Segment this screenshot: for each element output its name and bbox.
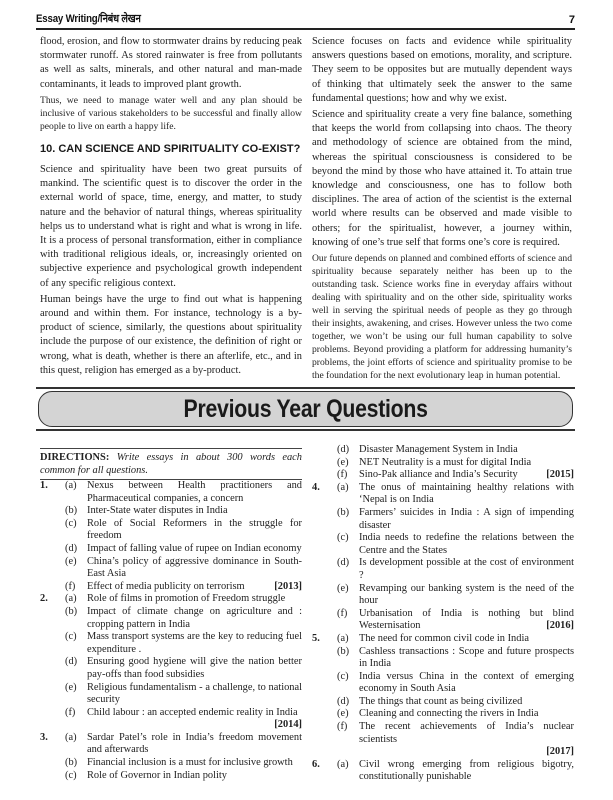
part-label: (e) — [337, 582, 349, 594]
part-label: (e) — [65, 681, 77, 693]
divider — [36, 429, 575, 431]
part-text: Farmers’ suicides in India : A sign of impending disaster — [359, 506, 574, 531]
question-part — [337, 557, 574, 582]
part-text: Impact of climate change on agriculture and : cropping pattern in India — [87, 605, 302, 630]
question-part — [65, 518, 302, 543]
part-text: Cleaning and connecting the rivers in India — [359, 708, 539, 720]
part-text: Impact of falling value of rupee on Indian economy — [87, 542, 302, 554]
paragraph: Our future depends on planned and combined efforts of science and spirituality because separately neither has been up to the outstanding task. Science works fine in everyday affairs without dealing with spirituality and on the other side, spirituality works well in serving the spiritual needs of people as they go through their insights, awakening, and crises. However unless the two come together, we won’t be using our full human capability to solve problems. Beyond providing a platform for addressing humanity’s problems, the joint efforts of science and spirituality promise to be the foundation for the next evolutionary leap in human potential. — [312, 253, 572, 382]
part-label: (c) — [65, 517, 77, 529]
year-tag: [2014] — [274, 719, 302, 731]
question-item — [312, 633, 574, 759]
question-part — [337, 696, 574, 709]
part-label: (f) — [65, 580, 76, 592]
part-text: Role of Governor in Indian polity — [87, 769, 227, 781]
question-part — [337, 721, 574, 759]
question-part — [337, 633, 574, 646]
paragraph: flood, erosion, and flow to stormwater drains by reducing peak stormwater runoff. As stored rainwater is free from pollutants as well as salts, minerals, and other natural and man-made contaminants, it leads to improved plant growth. — [40, 36, 302, 90]
part-label: (b) — [337, 506, 350, 518]
part-text: Inter-State water disputes in India — [87, 505, 228, 517]
part-label: (c) — [337, 532, 349, 544]
question-part — [65, 581, 302, 594]
question-part — [337, 608, 574, 633]
part-text: Urbanisation of India is nothing but blind Westernisation — [359, 607, 574, 632]
right-column-text — [312, 35, 572, 382]
question-part — [65, 631, 302, 656]
paragraph: Human beings have the urge to find out what is happening around and within them. For instance, technology is a by-product of science, similarly, the questions about spirituality include the purpose of our existence, the definition of right or wrong, what is death, whether is there an afterlife, etc., and in this quest, religion has emerged as a by-product. — [40, 293, 302, 376]
question-part — [65, 480, 302, 505]
part-label: (d) — [65, 656, 78, 668]
part-text: Civil wrong emerging from religious bigotry, constitutionally punishable — [359, 758, 574, 783]
question-part — [65, 770, 302, 783]
part-text: Religious fundamentalism - a challenge, to national security — [87, 681, 302, 706]
part-label: (e) — [65, 555, 77, 567]
question-list-right — [312, 444, 574, 784]
part-text: The need for common civil code in India — [359, 632, 529, 644]
question-part — [65, 543, 302, 556]
directions-text: Write essays in about 300 words each common for all questions. — [40, 452, 302, 476]
part-text: Nexus between Health practitioners and Pharmaceutical companies, a concern — [87, 480, 302, 504]
part-text: India needs to redefine the relations between the Centre and the States — [359, 532, 574, 556]
part-label: (f) — [337, 607, 348, 619]
part-label: (d) — [337, 444, 350, 455]
divider — [36, 387, 575, 389]
part-label: (a) — [65, 480, 77, 491]
question-part — [337, 671, 574, 696]
page-number: 7 — [568, 14, 575, 26]
question-part — [65, 606, 302, 631]
part-text: Sardar Patel’s role in India’s freedom movement and afterwards — [87, 731, 302, 756]
part-label: (a) — [337, 481, 349, 493]
directions-label: DIRECTIONS: — [40, 452, 110, 463]
running-header — [36, 10, 575, 30]
part-label: (f) — [337, 469, 348, 481]
question-part — [65, 732, 302, 757]
part-text: China’s policy of aggressive dominance in South-East Asia — [87, 555, 302, 580]
question-part — [65, 707, 302, 732]
paragraph: Science focuses on facts and evidence while spirituality answers questions based on emotions, morality, and scripture. They seem to be opposites but are mutually dependent ways of thinking that ultimately seek the answer to the same fundamental questions; how and why we exist. — [312, 36, 572, 104]
part-text: Child labour : an accepted endemic reality in India — [87, 706, 298, 718]
question-part — [65, 556, 302, 581]
part-label: (b) — [65, 757, 78, 769]
part-text: The recent achievements of India’s nuclear scientists — [359, 721, 574, 745]
question-list-left — [40, 480, 302, 782]
part-label: (c) — [65, 631, 77, 643]
part-text: India versus China in the context of emerging economy in South Asia — [359, 670, 574, 695]
part-text: The onus of maintaining healthy relations with ‘Nepal is on India — [359, 481, 574, 506]
question-part — [337, 507, 574, 532]
left-column-text — [40, 35, 302, 378]
part-text: Financial inclusion is a must for inclusive growth — [87, 757, 293, 769]
part-label: (b) — [65, 505, 78, 517]
question-item — [40, 732, 302, 782]
part-label: (e) — [337, 456, 349, 468]
part-text: NET Neutrality is a must for digital India — [359, 456, 532, 468]
question-number: 2. — [40, 593, 48, 605]
question-item — [312, 759, 574, 784]
section-heading: 10. CAN SCIENCE AND SPIRITUALITY CO-EXIST? — [40, 142, 301, 155]
part-label: (a) — [337, 758, 349, 770]
question-part — [337, 444, 574, 457]
question-number: 5. — [312, 632, 320, 644]
question-part — [337, 759, 574, 784]
part-text: Sino-Pak alliance and India’s Security — [359, 469, 518, 481]
part-label: (c) — [65, 769, 77, 781]
question-part — [65, 757, 302, 770]
part-label: (f) — [65, 706, 76, 718]
running-header-title: Essay Writing/निबंध लेखन — [36, 13, 141, 25]
question-part — [337, 482, 574, 507]
part-label: (c) — [337, 670, 349, 682]
part-label: (b) — [65, 605, 78, 617]
question-item — [40, 593, 302, 732]
part-text: Ensuring good hygiene will give the nation better pay-offs than food subsidies — [87, 656, 302, 680]
part-text: Is development possible at the cost of environment ? — [359, 557, 574, 581]
part-label: (a) — [65, 731, 77, 743]
part-text: Mass transport systems are the key to reducing fuel expenditure . — [87, 631, 302, 655]
paragraph: Science and spirituality have been two great pursuits of mankind. The scientific quest is to discover the order in the external world of space, time, energy, and matter, to study nature and the behavior of natural things, whereas spirituality helps us to understand what is right and what is wrong in life. It is a process of personal transformation, either in compliance with traditional religious ideals, or, increasingly oriented on subjective experience and psychological growth independent of any specific religious context. — [40, 164, 302, 289]
part-text: Effect of media publicity on terrorism — [87, 580, 245, 592]
part-text: The things that count as being civilized — [359, 695, 523, 707]
pyq-banner-title: Previous Year Questions — [183, 394, 428, 423]
question-number: 4. — [312, 481, 320, 493]
year-tag: [2013] — [274, 580, 302, 592]
part-label: (e) — [337, 708, 349, 720]
question-part — [337, 583, 574, 608]
question-part — [337, 646, 574, 671]
question-part — [65, 505, 302, 518]
part-text: Cashless transactions : Scope and future prospects in India — [359, 645, 574, 670]
part-text: Disaster Management System in India — [359, 444, 518, 455]
part-label: (d) — [65, 542, 78, 554]
question-number: 1. — [40, 480, 48, 491]
question-part — [337, 708, 574, 721]
question-number: 6. — [312, 758, 320, 770]
question-part — [65, 682, 302, 707]
part-label: (d) — [337, 695, 350, 707]
part-label: (d) — [337, 557, 350, 569]
question-part — [337, 532, 574, 557]
paragraph: Science and spirituality create a very fine balance, something that keeps the world from collapsing into chaos. The theory and methodology of science are obtained from the mind, whereas the spiritual consciousness is considered to be beyond the mind by those who have attained it. To attain true knowledge and consciousness, one has to follow both disciplines. The area of action of the scientist is the external world where results can be observed and made visible to others; for the spiritualist, however, a journey within, knowing of one’s true self that forms one’s core is required. — [312, 109, 572, 248]
paragraph: Thus, we need to manage water well and any plan should be inclusive of various stakeholders to be successful and finally allow people to live on earth a happy life. — [40, 94, 302, 132]
question-part — [65, 656, 302, 681]
year-tag: [2016] — [546, 620, 574, 632]
part-text: Role of films in promotion of Freedom struggle — [87, 593, 286, 605]
question-item-continued — [312, 444, 574, 482]
question-part — [337, 469, 574, 482]
part-label: (a) — [337, 632, 349, 644]
year-tag: [2017] — [546, 746, 574, 758]
year-tag: [2015] — [546, 469, 574, 481]
question-item — [40, 480, 302, 593]
part-label: (b) — [337, 645, 350, 657]
part-label: (a) — [65, 593, 77, 605]
question-part — [65, 593, 302, 606]
question-part — [337, 457, 574, 470]
question-item — [312, 482, 574, 633]
pyq-banner — [38, 391, 573, 427]
directions-box — [40, 448, 302, 480]
part-text: Role of Social Reformers in the struggle for freedom — [87, 517, 302, 542]
part-text: Revamping our banking system is the need of the hour — [359, 582, 574, 607]
question-number: 3. — [40, 731, 48, 743]
part-label: (f) — [337, 721, 348, 733]
